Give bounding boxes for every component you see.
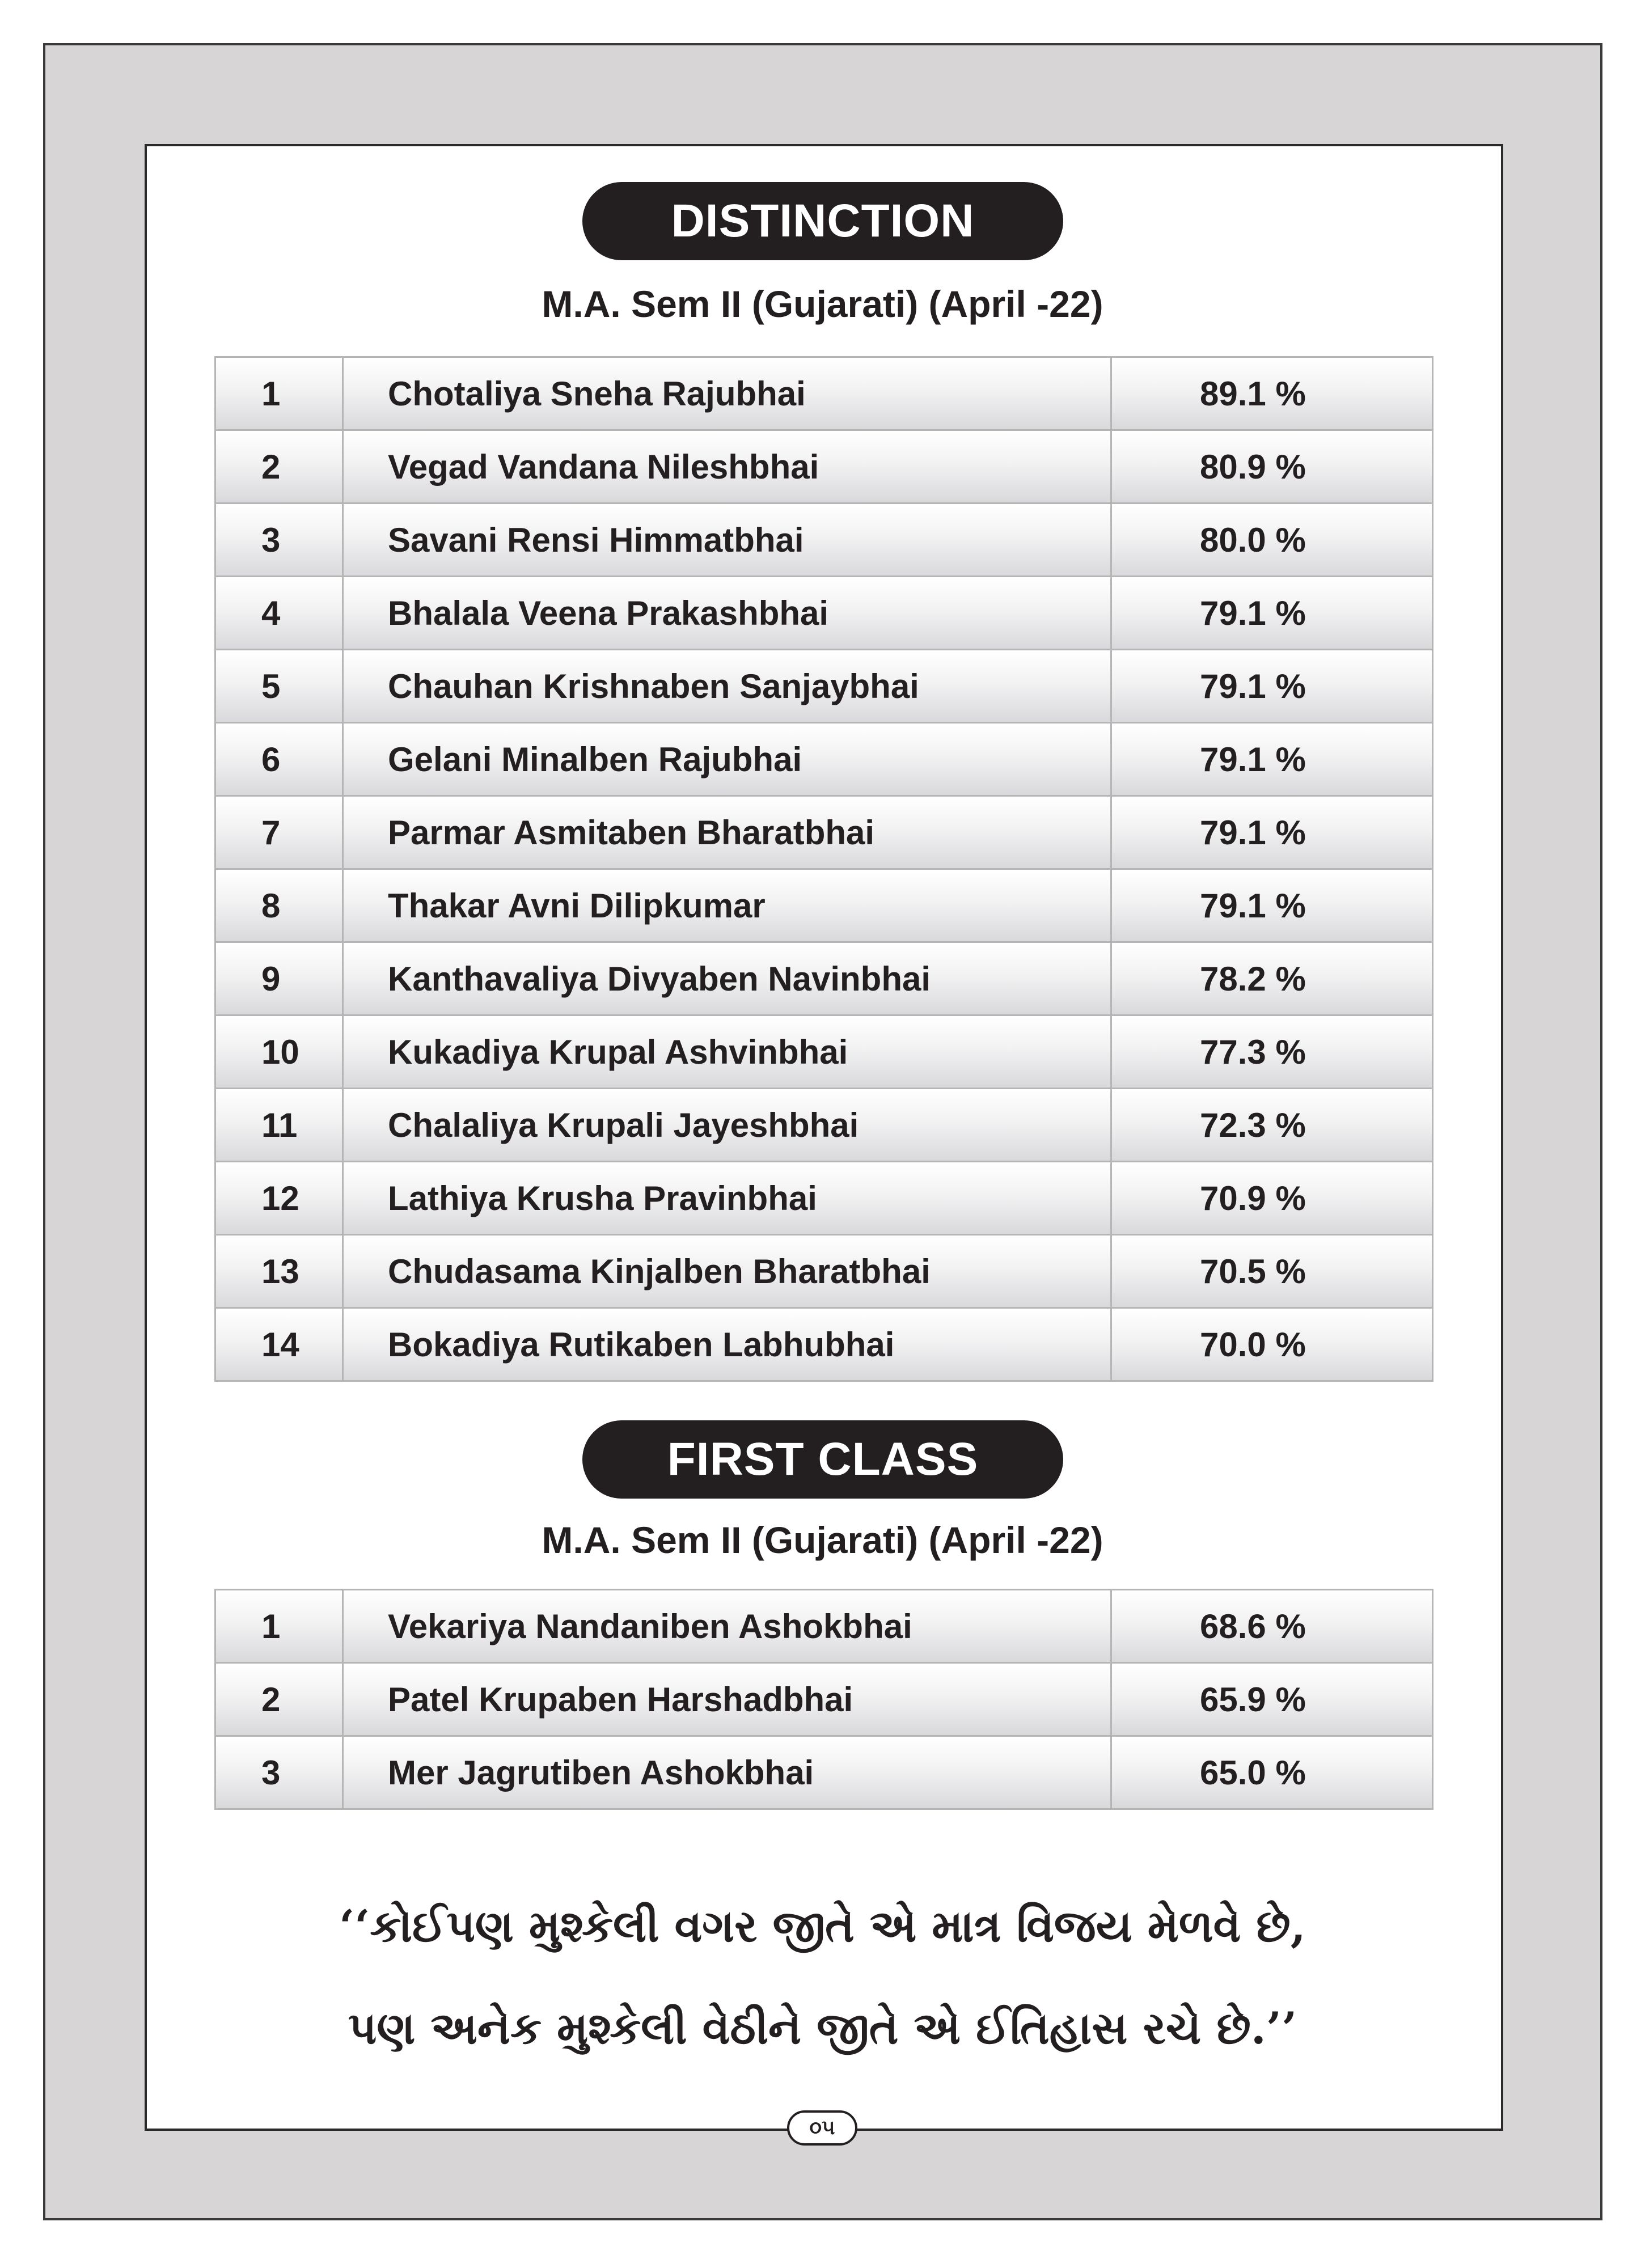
table-row — [216, 943, 1432, 1016]
table-row — [216, 1664, 1432, 1737]
rank-cell: 10 — [216, 1016, 344, 1088]
table-row — [216, 504, 1432, 577]
table-row — [216, 1737, 1432, 1810]
table-row — [216, 1089, 1432, 1162]
rank-cell: 7 — [216, 797, 344, 868]
quote-line-1: ‘‘કોઈપણ મુશ્કેલી વગર જીતે એ માત્ર વિજય મેળવે છે, — [339, 1901, 1306, 1952]
rank-cell: 9 — [216, 943, 344, 1014]
name-cell: Mer Jagrutiben Ashokbhai — [344, 1737, 1112, 1808]
distinction-subtitle: M.A. Sem II (Gujarati) (April -22) — [542, 283, 1103, 325]
table-row — [216, 1162, 1432, 1235]
percent-cell: 79.1 % — [1200, 667, 1306, 705]
table-row — [216, 1235, 1432, 1309]
percent-cell: 77.3 % — [1200, 1033, 1306, 1071]
quote-line-2: પણ અનેક મુશ્કેલી વેઠીને જીતે એ ઈતિહાસ રચે છે.’’ — [348, 2003, 1297, 2054]
name-cell: Chudasama Kinjalben Bharatbhai — [344, 1235, 1112, 1307]
percent-cell: 80.0 % — [1200, 521, 1306, 559]
first-class-table — [214, 1589, 1433, 1810]
distinction-table — [214, 356, 1433, 1382]
percent-cell: 70.9 % — [1200, 1179, 1306, 1217]
name-cell: Parmar Asmitaben Bharatbhai — [344, 797, 1112, 868]
rank-cell: 6 — [216, 723, 344, 795]
percent-cell: 79.1 % — [1200, 813, 1306, 852]
rank-cell: 4 — [216, 577, 344, 649]
page-number: ૦૫ — [787, 2110, 857, 2146]
name-cell: Bokadiya Rutikaben Labhubhai — [344, 1309, 1112, 1380]
name-cell: Kukadiya Krupal Ashvinbhai — [344, 1016, 1112, 1088]
rank-cell: 3 — [216, 504, 344, 576]
rank-cell: 8 — [216, 870, 344, 941]
percent-cell: 70.0 % — [1200, 1325, 1306, 1364]
rank-cell: 2 — [216, 431, 344, 502]
percent-cell: 65.9 % — [1200, 1680, 1306, 1719]
rank-cell: 5 — [216, 650, 344, 722]
distinction-heading: DISTINCTION — [582, 182, 1063, 260]
rank-cell: 14 — [216, 1309, 344, 1380]
name-cell: Chotaliya Sneha Rajubhai — [344, 358, 1112, 429]
table-row — [216, 797, 1432, 870]
table-row — [216, 358, 1432, 431]
rank-cell: 13 — [216, 1235, 344, 1307]
first-class-heading: FIRST CLASS — [582, 1420, 1063, 1499]
name-cell: Savani Rensi Himmatbhai — [344, 504, 1112, 576]
rank-cell: 11 — [216, 1089, 344, 1161]
table-row — [216, 1016, 1432, 1089]
name-cell: Kanthavaliya Divyaben Navinbhai — [344, 943, 1112, 1014]
table-row — [216, 577, 1432, 650]
percent-cell: 70.5 % — [1200, 1252, 1306, 1290]
name-cell: Thakar Avni Dilipkumar — [344, 870, 1112, 941]
table-row — [216, 1590, 1432, 1664]
table-row — [216, 723, 1432, 797]
table-row — [216, 650, 1432, 723]
percent-cell: 65.0 % — [1200, 1753, 1306, 1792]
rank-cell: 1 — [216, 1590, 344, 1662]
rank-cell: 3 — [216, 1737, 344, 1808]
percent-cell: 72.3 % — [1200, 1106, 1306, 1144]
rank-cell: 2 — [216, 1664, 344, 1735]
rank-cell: 1 — [216, 358, 344, 429]
table-row — [216, 1309, 1432, 1382]
percent-cell: 68.6 % — [1200, 1607, 1306, 1645]
name-cell: Vegad Vandana Nileshbhai — [344, 431, 1112, 502]
name-cell: Bhalala Veena Prakashbhai — [344, 577, 1112, 649]
name-cell: Chalaliya Krupali Jayeshbhai — [344, 1089, 1112, 1161]
table-row — [216, 870, 1432, 943]
table-row — [216, 431, 1432, 504]
percent-cell: 79.1 % — [1200, 740, 1306, 778]
percent-cell: 89.1 % — [1200, 374, 1306, 413]
percent-cell: 78.2 % — [1200, 959, 1306, 998]
percent-cell: 79.1 % — [1200, 886, 1306, 925]
name-cell: Vekariya Nandaniben Ashokbhai — [344, 1590, 1112, 1662]
percent-cell: 80.9 % — [1200, 447, 1306, 486]
name-cell: Chauhan Krishnaben Sanjaybhai — [344, 650, 1112, 722]
name-cell: Lathiya Krusha Pravinbhai — [344, 1162, 1112, 1234]
percent-cell: 79.1 % — [1200, 594, 1306, 632]
name-cell: Patel Krupaben Harshadbhai — [344, 1664, 1112, 1735]
name-cell: Gelani Minalben Rajubhai — [344, 723, 1112, 795]
rank-cell: 12 — [216, 1162, 344, 1234]
first-class-subtitle: M.A. Sem II (Gujarati) (April -22) — [542, 1519, 1103, 1561]
